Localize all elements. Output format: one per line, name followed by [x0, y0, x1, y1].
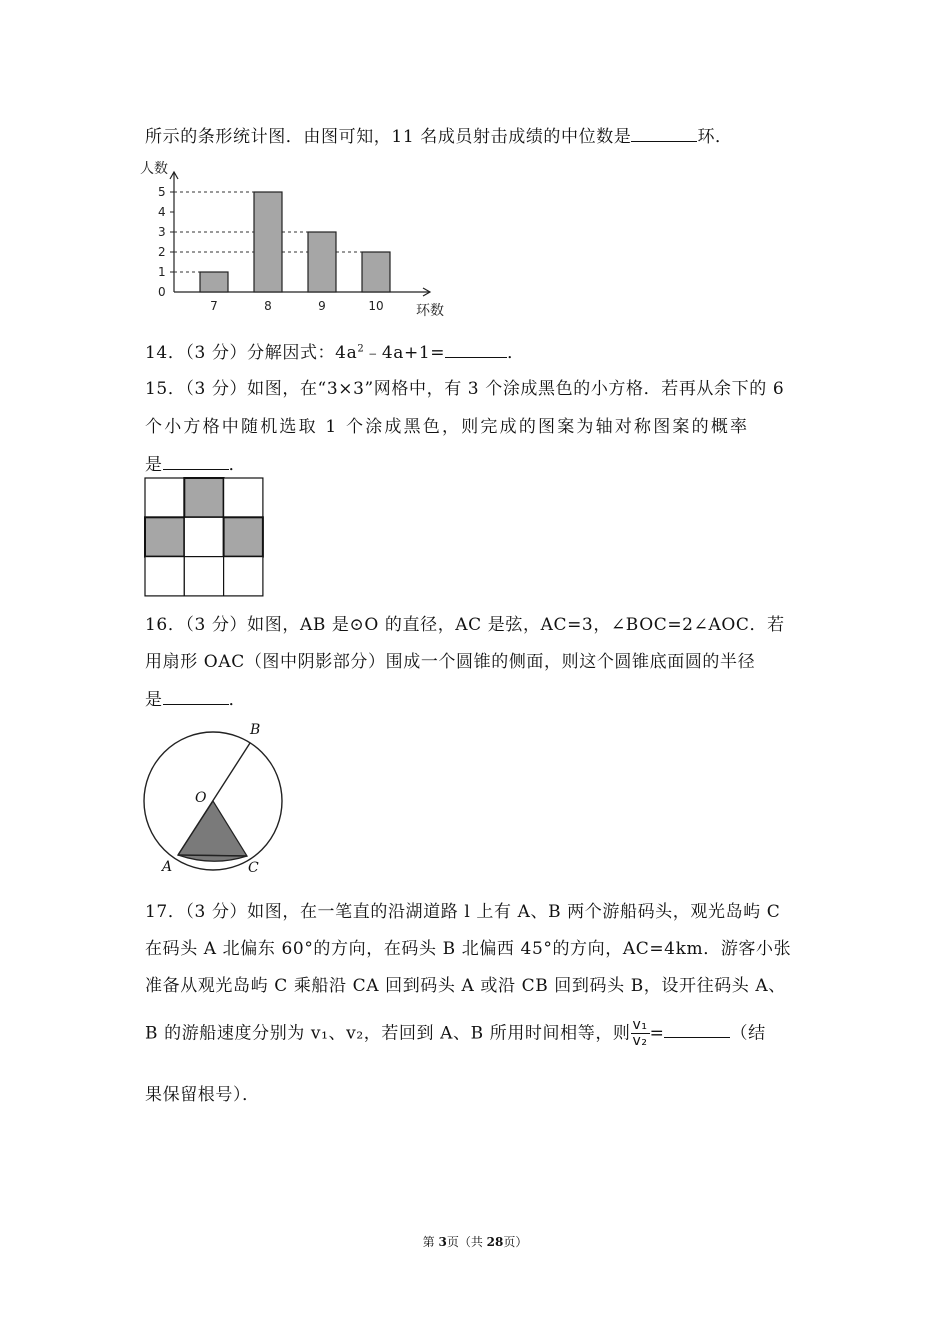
q14-text-mid: ﹣4a+1=	[364, 343, 446, 363]
grid-cell-shaded	[224, 517, 263, 556]
q16-line2: 用扇形 OAC（图中阴影部分）围成一个圆锥的侧面，则这个圆锥底面圆的半径	[145, 652, 756, 672]
chart-x-tick-label: 9	[318, 299, 326, 313]
q15-answer-blank	[163, 451, 229, 470]
chart-x-tick-label: 7	[210, 299, 218, 313]
q14-answer-blank	[445, 339, 507, 358]
q13-line1	[145, 122, 733, 147]
chart-x-label: 环数	[416, 303, 444, 319]
q15-line2: 个小方格中随机选取 1 个涂成黑色，则完成的图案为轴对称图案的概率	[145, 417, 750, 437]
grid-cell	[224, 478, 263, 517]
q15-line3	[145, 450, 246, 475]
bar-chart	[140, 155, 460, 320]
grid-cell	[184, 517, 223, 556]
chart-y-tick-label: 3	[158, 225, 166, 239]
q16-text-pre: 是	[145, 690, 163, 710]
q14-line	[145, 338, 525, 363]
chart-x-tick-label: 8	[264, 299, 272, 313]
chart-x-tick-label: 10	[368, 299, 384, 313]
label-a: A	[162, 859, 173, 875]
q16-answer-blank	[163, 686, 229, 705]
chart-bar	[308, 232, 336, 292]
q13-text-pre: 所示的条形统计图．由图可知，11 名成员射击成绩的中位数是	[145, 127, 632, 147]
q17-text-post: （结	[730, 1023, 766, 1044]
q15-text-pre: 是	[145, 455, 163, 475]
q16-line3	[145, 685, 246, 710]
footer-total-pages: 28	[486, 1235, 504, 1249]
footer-page-number: 3	[438, 1235, 447, 1249]
grid-cell	[145, 478, 184, 517]
chart-x-ticks	[210, 299, 383, 313]
page-footer	[0, 1233, 950, 1250]
q14-text-post: ．	[507, 343, 525, 363]
fraction-numerator: v₁	[632, 1017, 648, 1033]
grid-cell	[184, 557, 223, 596]
chart-y-label: 人数	[140, 161, 168, 177]
q16-line1: 16．（3 分）如图，AB 是⊙O 的直径，AC 是弦，AC=3，∠BOC=2∠AOC．若	[145, 615, 785, 635]
q17-answer-blank	[664, 1020, 730, 1039]
q17-text-eq: =	[649, 1023, 665, 1044]
footer-pre: 第	[422, 1235, 439, 1249]
q17-line4	[145, 1018, 766, 1050]
chart-y-tick-label: 2	[158, 245, 166, 259]
q17-line5: 果保留根号）．	[145, 1085, 260, 1105]
velocity-fraction	[631, 1018, 650, 1050]
q14-text-pre: 14．（3 分）分解因式：4a	[145, 343, 358, 363]
chart-y-tick-label: 4	[158, 205, 166, 219]
q17-text-pre: B 的游船速度分别为 v₁、v₂，若回到 A、B 所用时间相等，则	[145, 1023, 631, 1044]
label-b: B	[250, 722, 261, 738]
chord-ac	[178, 855, 247, 856]
q17-line3: 准备从观光岛屿 C 乘船沿 CA 回到码头 A 或沿 CB 回到码头 B，设开往码头 A、	[145, 976, 786, 996]
grid-cell	[145, 557, 184, 596]
q17-line1: 17．（3 分）如图，在一笔直的沿湖道路 l 上有 A、B 两个游船码头，观光岛屿 C	[145, 902, 781, 922]
fraction-denominator: v₂	[632, 1033, 648, 1050]
label-c: C	[248, 860, 259, 876]
sector-oac	[178, 801, 247, 856]
q13-text-post: 环．	[697, 127, 733, 147]
q14-exponent: 2	[357, 343, 365, 355]
footer-post: 页）	[503, 1235, 528, 1249]
q16-text-post: ．	[228, 690, 247, 710]
footer-mid: 页（共	[446, 1235, 487, 1249]
q15-line1: 15．（3 分）如图，在“3×3”网格中，有 3 个涂成黑色的小方格．若再从余下的 6	[145, 379, 785, 399]
chart-y-tick-label: 1	[158, 265, 166, 279]
grid-cell	[224, 557, 263, 596]
chart-bar	[254, 192, 282, 292]
grid-3x3	[143, 476, 265, 598]
chart-y-ticks	[158, 185, 174, 299]
grid-cell-shaded	[145, 517, 184, 556]
chart-bar	[200, 272, 228, 292]
q13-answer-blank	[631, 123, 697, 142]
chart-bars	[200, 192, 390, 292]
label-o: O	[195, 790, 207, 806]
chart-y-tick-label: 0	[158, 285, 166, 299]
q15-text-post: ．	[228, 455, 247, 475]
q17-line2: 在码头 A 北偏东 60°的方向，在码头 B 北偏西 45°的方向，AC=4km．游客小张	[145, 939, 792, 959]
grid-cell-shaded	[184, 478, 223, 517]
chart-y-tick-label: 5	[158, 185, 166, 199]
circle-figure	[140, 718, 290, 878]
chart-bar	[362, 252, 390, 292]
